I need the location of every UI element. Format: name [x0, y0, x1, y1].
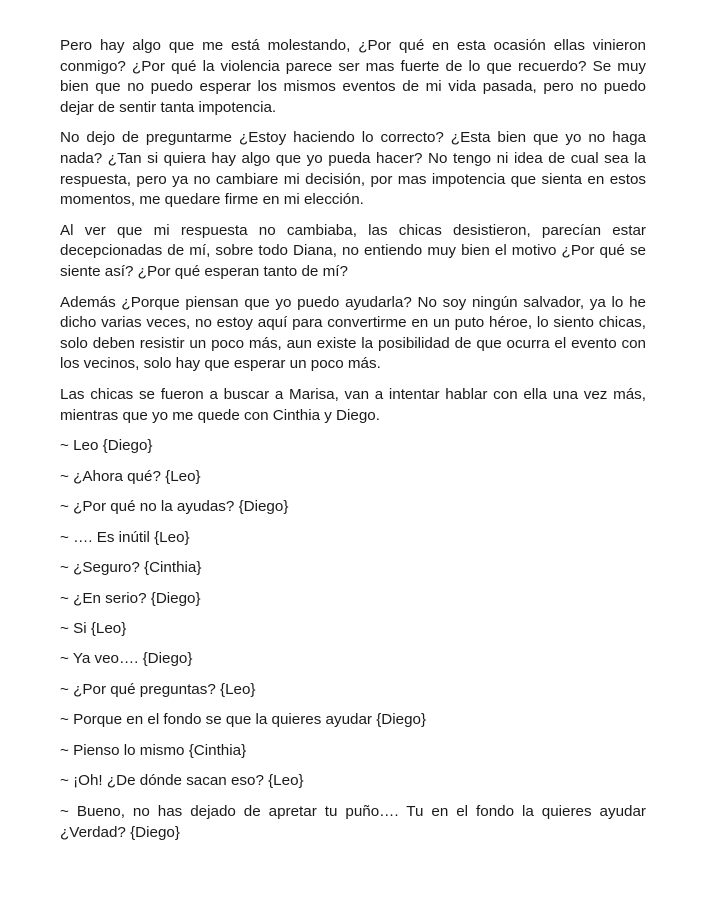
dialogue-line: ~ …. Es inútil {Leo}: [60, 528, 190, 546]
dialogue-line: ~ Leo {Diego}: [60, 437, 153, 455]
dialogue-line: ~ ¿Por qué preguntas? {Leo}: [60, 680, 256, 698]
dialogue-line: ~ ¿Seguro? {Cinthia}: [60, 559, 202, 577]
dialogue-line: ~ ¿Por qué no la ayudas? {Diego}: [60, 498, 289, 516]
dialogue-line: ~ ¿Ahora qué? {Leo}: [60, 467, 201, 485]
paragraph: No dejo de preguntarme ¿Estoy haciendo lo correcto? ¿Esta bien que yo no haga nada? ¿Tan si quiera hay algo que yo pueda hacer? No tengo ni idea de cual sea la respuesta, pero ya no cambiare mi decisión, por mas impotencia que sienta en estos momentos, me quedare firme en mi elección.: [60, 129, 646, 209]
paragraph: Además ¿Porque piensan que yo puedo ayudarla? No soy ningún salvador, ya lo he dicho varias veces, no estoy aquí para convertirme en un puto héroe, lo siento chicas, solo deben resistir un poco más, aun existe la posibilidad de que ocurra el evento con los vecinos, solo hay que esperar un poco más.: [60, 293, 646, 373]
paragraph: Al ver que mi respuesta no cambiaba, las chicas desistieron, parecían estar decepcionadas de mí, sobre todo Diana, no entiendo muy bien el motivo ¿Por qué se siente así? ¿Por qué esperan tanto de mí?: [60, 221, 646, 280]
dialogue-line: ~ Bueno, no has dejado de apretar tu puño…. Tu en el fondo la quieres ayudar ¿Verdad? {Diego}: [60, 802, 646, 841]
dialogue-line: ~ Pienso lo mismo {Cinthia}: [60, 741, 247, 759]
document-page: [60, 36, 646, 853]
dialogue-line: ~ Ya veo…. {Diego}: [60, 650, 193, 668]
dialogue-line: ~ ¿En serio? {Diego}: [60, 589, 201, 607]
paragraph: Las chicas se fueron a buscar a Marisa, van a intentar hablar con ella una vez más, mientras que yo me quede con Cinthia y Diego.: [60, 385, 646, 424]
dialogue-line: ~ Si {Leo}: [60, 620, 127, 637]
dialogue-line: ~ Porque en el fondo se que la quieres ayudar {Diego}: [60, 711, 427, 729]
dialogue-line: ~ ¡Oh! ¿De dónde sacan eso? {Leo}: [60, 772, 304, 790]
paragraph: Pero hay algo que me está molestando, ¿Por qué en esta ocasión ellas vinieron conmigo? ¿Por qué la violencia parece ser mas fuerte de lo que recuerdo? Se muy bien que no puedo esperar los mismos eventos de mi vida pasada, pero no puedo dejar de sentir tanta impotencia.: [60, 37, 646, 116]
